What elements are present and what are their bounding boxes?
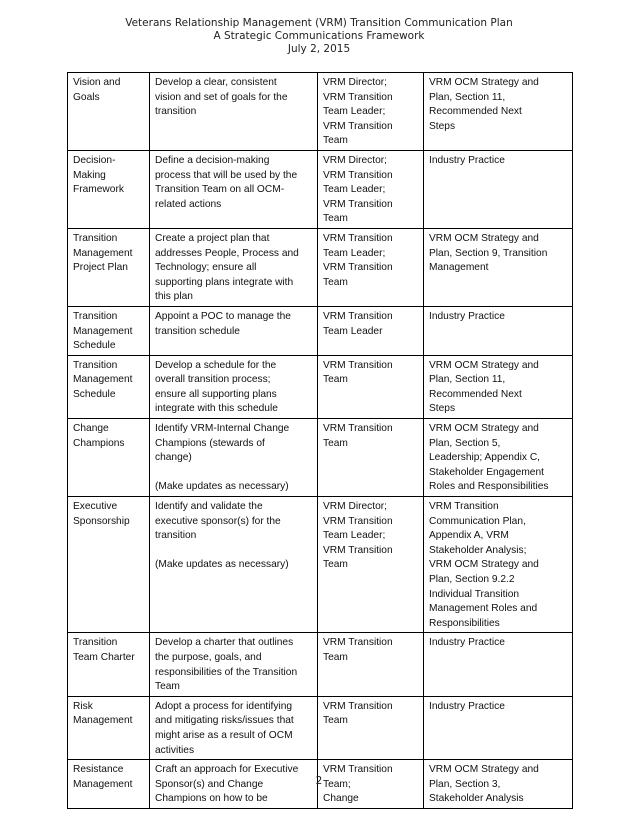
cell-text-line: Change <box>73 423 109 435</box>
cell-text-line: Appendix A, VRM <box>429 530 509 542</box>
activity-cell <box>150 633 318 696</box>
cell-text-line: VRM Transition <box>323 423 393 435</box>
cell-text-line: Team <box>323 135 348 147</box>
cell-text-line: executive sponsor(s) for the <box>155 515 281 527</box>
cell-text-line: (Make updates as necessary) <box>155 559 289 571</box>
cell-text-line: Resistance <box>73 764 124 776</box>
cell-text-line: Create a project plan that <box>155 232 270 244</box>
cell-text-line: Responsibilities <box>429 617 500 629</box>
cell-text-line: Management <box>429 262 489 274</box>
cell-text-line: VRM Transition <box>323 120 393 132</box>
cell-text-line: Team <box>323 715 348 727</box>
cell-text-line: VRM Director; <box>323 77 387 88</box>
table-body <box>68 73 573 809</box>
cell-text-line: VRM Transition <box>323 91 393 103</box>
table-row <box>68 73 573 151</box>
table-row <box>68 419 573 497</box>
source-cell <box>424 633 573 696</box>
cell-text-line: Risk <box>73 700 93 712</box>
cell-text-line: Industry Practice <box>429 637 505 649</box>
source-cell <box>424 150 573 228</box>
cell-text-line: the purpose, goals, and <box>155 651 262 663</box>
page-number: 2 <box>315 775 323 787</box>
cell-text-line: supporting plans integrate with <box>155 276 294 288</box>
cell-text-line: Management <box>73 778 133 790</box>
table-row <box>68 633 573 696</box>
cell-text-line: Change <box>323 793 359 805</box>
activity-cell <box>150 419 318 497</box>
cell-text-line: Transition <box>73 310 118 322</box>
category-cell <box>68 150 150 228</box>
table-row <box>68 497 573 633</box>
activity-cell <box>150 497 318 633</box>
cell-text-line: Team <box>323 276 348 288</box>
cell-text-line: Framework <box>73 184 124 196</box>
cell-text-line: Recommended Next <box>429 388 522 400</box>
cell-text-line: this plan <box>155 291 193 303</box>
cell-text-line: Schedule <box>73 388 116 400</box>
table-row <box>68 355 573 418</box>
cell-text-line: Sponsor(s) and Change <box>155 778 264 790</box>
owner-cell <box>318 696 424 759</box>
cell-text-line: Team <box>323 213 348 225</box>
cell-text-line: Steps <box>429 120 456 132</box>
cell-text-line: Team <box>323 559 348 571</box>
cell-text-line: transition schedule <box>155 325 240 337</box>
cell-text-line: Adopt a process for identifying <box>155 700 293 712</box>
cell-text-line: VRM OCM Strategy and <box>429 359 539 371</box>
document-subtitle: A Strategic Communications Framework <box>213 30 425 42</box>
cell-text-line: transition <box>155 530 197 542</box>
activity-cell <box>150 150 318 228</box>
cell-text-line: VRM Transition <box>323 515 393 527</box>
cell-text-line: Goals <box>73 91 100 103</box>
cell-text-line: Management <box>73 715 133 727</box>
cell-text-line: Management <box>73 374 133 386</box>
cell-text-line: Transition <box>73 359 118 371</box>
cell-text-line: Plan, Section 3, <box>429 778 501 790</box>
cell-text-line <box>155 544 312 559</box>
category-cell <box>68 355 150 418</box>
cell-text-line: Stakeholder Analysis <box>429 793 524 805</box>
cell-text-line: Transition Team on all OCM- <box>155 184 285 196</box>
cell-text-line: Develop a clear, consistent <box>155 77 277 88</box>
cell-text-line: related actions <box>155 198 222 210</box>
cell-text-line: (Make updates as necessary) <box>155 481 289 493</box>
cell-text-line: and mitigating risks/issues that <box>155 715 294 727</box>
source-cell <box>424 497 573 633</box>
cell-text-line: activities <box>155 744 195 756</box>
category-cell <box>68 696 150 759</box>
cell-text-line: VRM Transition <box>323 169 393 181</box>
cell-text-line: Plan, Section 11, <box>429 374 506 386</box>
cell-text-line: Identify VRM-Internal Change <box>155 423 290 435</box>
cell-text-line: Transition <box>73 232 118 244</box>
owner-cell <box>318 355 424 418</box>
source-cell <box>424 228 573 306</box>
communication-plan-table <box>67 72 573 809</box>
owner-cell <box>318 306 424 355</box>
cell-text-line: Steps <box>429 403 456 415</box>
cell-text-line: VRM Transition <box>323 359 393 371</box>
cell-text-line: Identify and validate the <box>155 501 263 513</box>
cell-text-line: Decision- <box>73 154 116 166</box>
cell-text-line: Plan, Section 11, <box>429 91 506 103</box>
cell-text-line: Management <box>73 325 133 337</box>
cell-text-line: VRM Transition <box>323 262 393 274</box>
table-row <box>68 696 573 759</box>
source-cell <box>424 73 573 151</box>
page-header <box>0 17 638 56</box>
cell-text-line: Industry Practice <box>429 700 505 712</box>
cell-text-line: process that will be used by the <box>155 169 298 181</box>
cell-text-line: VRM Director; <box>323 501 387 513</box>
category-cell <box>68 73 150 151</box>
cell-text-line: VRM OCM Strategy and <box>429 77 539 88</box>
cell-text-line: Making <box>73 169 106 181</box>
cell-text-line: Stakeholder Engagement <box>429 466 544 478</box>
cell-text-line: Craft an approach for Executive <box>155 764 299 776</box>
cell-text-line: change) <box>155 452 192 464</box>
cell-text-line: Management Roles and <box>429 603 538 615</box>
cell-text-line: ensure all supporting plans <box>155 388 277 400</box>
cell-text-line: Stakeholder Analysis; <box>429 544 527 556</box>
table-row <box>68 306 573 355</box>
cell-text-line: overall transition process; <box>155 374 271 386</box>
activity-cell <box>150 73 318 151</box>
source-cell <box>424 696 573 759</box>
owner-cell <box>318 497 424 633</box>
cell-text-line: VRM Transition <box>323 637 393 649</box>
document-date: July 2, 2015 <box>287 43 351 55</box>
cell-text-line: Appoint a POC to manage the <box>155 310 291 322</box>
owner-cell <box>318 150 424 228</box>
cell-text-line: Roles and Responsibilities <box>429 481 549 493</box>
cell-text-line: VRM OCM Strategy and <box>429 559 539 571</box>
cell-text-line: Management <box>73 247 133 259</box>
cell-text-line: VRM Transition <box>429 501 499 513</box>
cell-text-line: might arise as a result of OCM <box>155 729 293 741</box>
category-cell <box>68 228 150 306</box>
source-cell <box>424 419 573 497</box>
source-cell <box>424 355 573 418</box>
cell-text-line: VRM OCM Strategy and <box>429 423 539 435</box>
cell-text-line: VRM Transition <box>323 232 393 244</box>
cell-text-line: Vision and <box>73 77 121 88</box>
cell-text-line: Leadership; Appendix C, <box>429 452 541 464</box>
cell-text-line: Recommended Next <box>429 106 522 118</box>
cell-text-line: VRM OCM Strategy and <box>429 764 539 776</box>
cell-text-line: Sponsorship <box>73 515 130 527</box>
cell-text-line: Team <box>323 374 348 386</box>
cell-text-line: Communication Plan, <box>429 515 526 527</box>
cell-text-line: Transition <box>73 637 118 649</box>
cell-text-line: VRM Transition <box>323 700 393 712</box>
cell-text-line: Champions on how to be <box>155 793 268 805</box>
cell-text-line: integrate with this schedule <box>155 403 278 415</box>
cell-text-line: Executive <box>73 501 118 513</box>
cell-text-line: VRM Transition <box>323 198 393 210</box>
cell-text-line: Team <box>323 437 348 449</box>
cell-text-line: Team Charter <box>73 651 135 663</box>
cell-text-line: Team Leader <box>323 325 383 337</box>
cell-text-line <box>155 466 312 481</box>
cell-text-line: Team; <box>323 778 351 790</box>
owner-cell <box>318 633 424 696</box>
cell-text-line: VRM Director; <box>323 154 387 166</box>
cell-text-line: responsibilities of the Transition <box>155 666 298 678</box>
cell-text-line: addresses People, Process and <box>155 247 299 259</box>
cell-text-line: VRM Transition <box>323 310 393 322</box>
owner-cell <box>318 419 424 497</box>
cell-text-line: Define a decision-making <box>155 154 270 166</box>
cell-text-line: Individual Transition <box>429 588 520 600</box>
cell-text-line: Industry Practice <box>429 310 505 322</box>
cell-text-line: Plan, Section 9.2.2 <box>429 574 515 585</box>
cell-text-line: Plan, Section 9, Transition <box>429 247 548 259</box>
cell-text-line: Team Leader; <box>323 184 386 196</box>
cell-text-line: VRM Transition <box>323 544 393 556</box>
owner-cell <box>318 228 424 306</box>
activity-cell <box>150 228 318 306</box>
cell-text-line: Team <box>323 651 348 663</box>
category-cell <box>68 497 150 633</box>
cell-text-line: Plan, Section 5, <box>429 437 501 449</box>
cell-text-line: Project Plan <box>73 262 128 274</box>
source-cell <box>424 306 573 355</box>
cell-text-line: Industry Practice <box>429 154 505 166</box>
cell-text-line: Team Leader; <box>323 530 386 542</box>
cell-text-line: Technology; ensure all <box>155 262 257 274</box>
cell-text-line: Develop a charter that outlines <box>155 637 294 649</box>
category-cell <box>68 419 150 497</box>
owner-cell <box>318 73 424 151</box>
table-row <box>68 150 573 228</box>
activity-cell <box>150 355 318 418</box>
cell-text-line: VRM OCM Strategy and <box>429 232 539 244</box>
cell-text-line: Champions <box>73 437 125 449</box>
cell-text-line: Team Leader; <box>323 106 386 118</box>
activity-cell <box>150 696 318 759</box>
cell-text-line: transition <box>155 106 197 118</box>
cell-text-line: Develop a schedule for the <box>155 359 277 371</box>
cell-text-line: VRM Transition <box>323 764 393 776</box>
cell-text-line: Team <box>155 681 180 693</box>
cell-text-line: Team Leader; <box>323 247 386 259</box>
document-title: Veterans Relationship Management (VRM) Transition Communication Plan <box>125 17 513 29</box>
activity-cell <box>150 306 318 355</box>
cell-text-line: vision and set of goals for the <box>155 91 288 103</box>
table-row <box>68 228 573 306</box>
cell-text-line: Champions (stewards of <box>155 437 265 449</box>
category-cell <box>68 306 150 355</box>
cell-text-line: Schedule <box>73 340 116 352</box>
category-cell <box>68 633 150 696</box>
